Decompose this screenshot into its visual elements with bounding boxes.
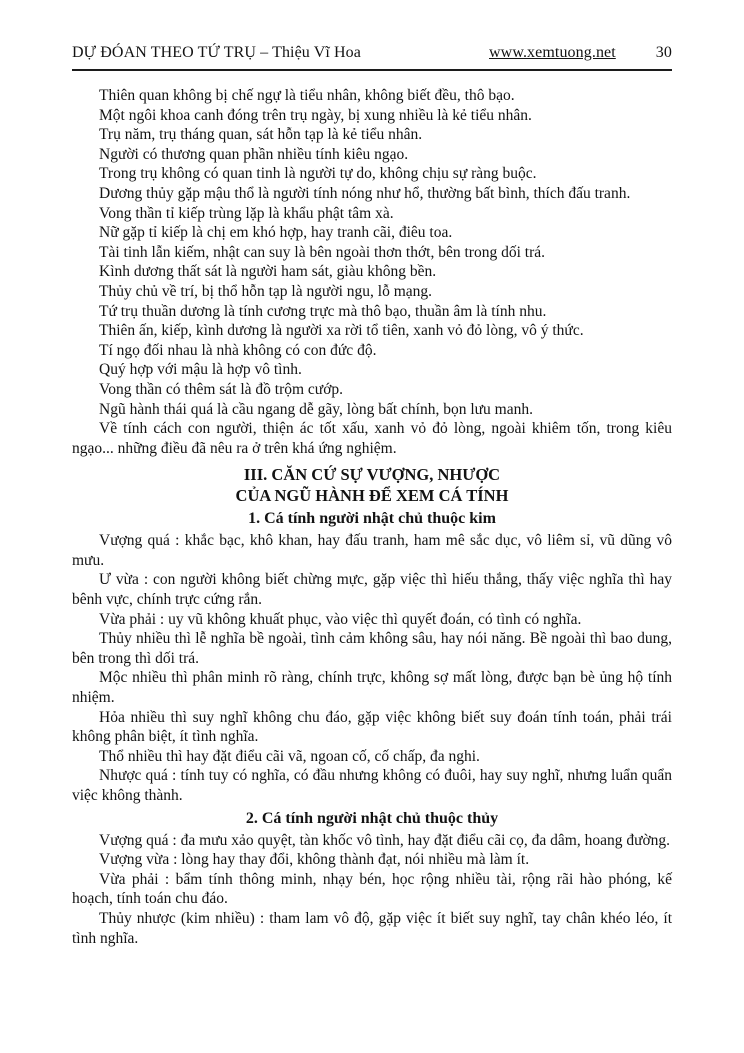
page-number: 30 [655,44,672,61]
paragraph: Nhược quá : tính tuy có nghĩa, có đầu nhưng không có đuôi, hay suy nghĩ, nhưng luẩn quẩn việc không thành. [72,767,672,804]
paragraph: Thổ nhiều thì hay đặt điểu cãi vã, ngoan cố, cố chấp, đa nghi. [99,747,480,765]
paragraph: Thủy chủ về trí, bị thổ hỗn tạp là người ngu, lỗ mạng. [99,282,433,300]
book-title: DỰ ĐÓAN THEO TỨ TRỤ – Thiệu Vĩ Hoa [72,44,361,61]
section-heading [72,464,672,506]
page-header [72,44,672,62]
section-heading-line1: III. CĂN CỨ SỰ VƯỢNG, NHƯỢC [243,465,501,485]
paragraph: Ngũ hành thái quá là cầu ngang dễ gãy, lòng bất chính, bọn lưu manh. [99,400,533,418]
paragraph: Ư vừa : con người không biết chừng mực, gặp việc thì hiếu thắng, thấy việc nghĩa thì hay bênh vực, chính trực cứng rắn. [72,571,672,609]
paragraph: Vừa phải : uy vũ không khuất phục, vào việc thì quyết đoán, có tình có nghĩa. [99,610,582,628]
paragraph: Nữ gặp tỉ kiếp là chị em khó hợp, hay tranh cãi, điêu toa. [99,224,453,242]
paragraph: Thiên quan không bị chế ngự là tiểu nhân, không biết đều, thô bạo. [99,87,515,104]
subsection-heading-thuy: 2. Cá tính người nhật chủ thuộc thủy [245,809,499,827]
paragraph: Kình dương thất sát là người ham sát, giàu không bền. [99,263,437,281]
section-heading-line2: CỦA NGŨ HÀNH ĐỂ XEM CÁ TÍNH [235,486,509,506]
header-rule [72,69,672,71]
paragraph: Vượng vừa : lòng hay thay đổi, không thành đạt, nói nhiều mà làm ít. [99,851,530,869]
paragraph: Trong trụ không có quan tinh là người tự do, không chịu sự ràng buộc. [99,165,537,183]
paragraph: Mộc nhiều thì phân minh rõ ràng, chính trực, không sợ mất lòng, được bạn bè ủng hộ tính nhiệm. [72,669,672,707]
paragraph: Một ngôi khoa canh đóng trên trụ ngày, bị xung nhiều là kẻ tiểu nhân. [99,106,532,124]
paragraph: Tí ngọ đối nhau là nhà không có con đức độ. [99,341,377,359]
subsection-heading-kim: 1. Cá tính người nhật chủ thuộc kim [248,510,496,528]
website-link: www.xemtuong.net [489,44,616,61]
paragraph: Về tính cách con người, thiện ác tốt xấu, xanh vỏ đỏ lòng, ngoài khiêm tốn, trong kiêu ngạo... những điều đã nêu ra ở trên khá ứng nghiệm. [72,420,672,457]
page-content [72,44,672,948]
paragraph: Quý hợp với mậu là hợp vô tình. [99,361,302,379]
paragraph: Thủy nhược (kim nhiều) : tham lam vô độ, gặp việc ít biết suy nghĩ, tay chân khéo léo, ít tình nghĩa. [72,909,672,947]
header-right [489,44,672,62]
paragraph: Thủy nhiều thì lễ nghĩa bề ngoài, tình cảm không sâu, hay nói năng. Bề ngoài thì bao dung, bên trong thì dối trá. [72,630,672,667]
paragraph: Vượng quá : khắc bạc, khô khan, hay đấu tranh, ham mê sắc dục, vô liêm sỉ, vũ dũng vô mưu. [72,532,672,569]
paragraph: Trụ năm, trụ tháng quan, sát hỗn tạp là kẻ tiểu nhân. [99,126,423,144]
paragraph: Vượng quá : đa mưu xảo quyệt, tàn khốc vô tình, hay đặt điểu cãi cọ, đa dâm, hoang đường. [99,831,671,849]
body-text [72,86,672,948]
paragraph: Vừa phải : bẩm tính thông minh, nhạy bén, học rộng nhiều tài, rộng rãi hào phóng, kế hoạch, tính toán chu đáo. [72,870,672,908]
paragraph: Tứ trụ thuần dương là tính cương trực mà thô bạo, thuần âm là tính nhu. [99,302,547,320]
paragraph: Vong thần tỉ kiếp trùng lặp là khẩu phật tâm xà. [99,204,394,222]
paragraph: Thiên ấn, kiếp, kình dương là người xa rời tổ tiên, xanh vỏ đỏ lòng, vô ý thức. [99,322,584,340]
paragraph: Hỏa nhiều thì suy nghĩ không chu đáo, gặp việc không biết suy đoán tính toán, phải trái không phân biệt, ít tình nghĩa. [72,708,672,746]
paragraph: Tài tinh lẫn kiếm, nhật can suy là bên ngoài thơn thớt, bên trong dối trá. [99,243,545,261]
paragraph: Vong thần có thêm sát là đồ trộm cướp. [99,380,344,398]
paragraph: Dương thủy gặp mậu thổ là người tính nóng như hổ, thường bất bình, thích đấu tranh. [99,184,631,202]
paragraph: Người có thương quan phần nhiều tính kiêu ngạo. [99,145,409,163]
